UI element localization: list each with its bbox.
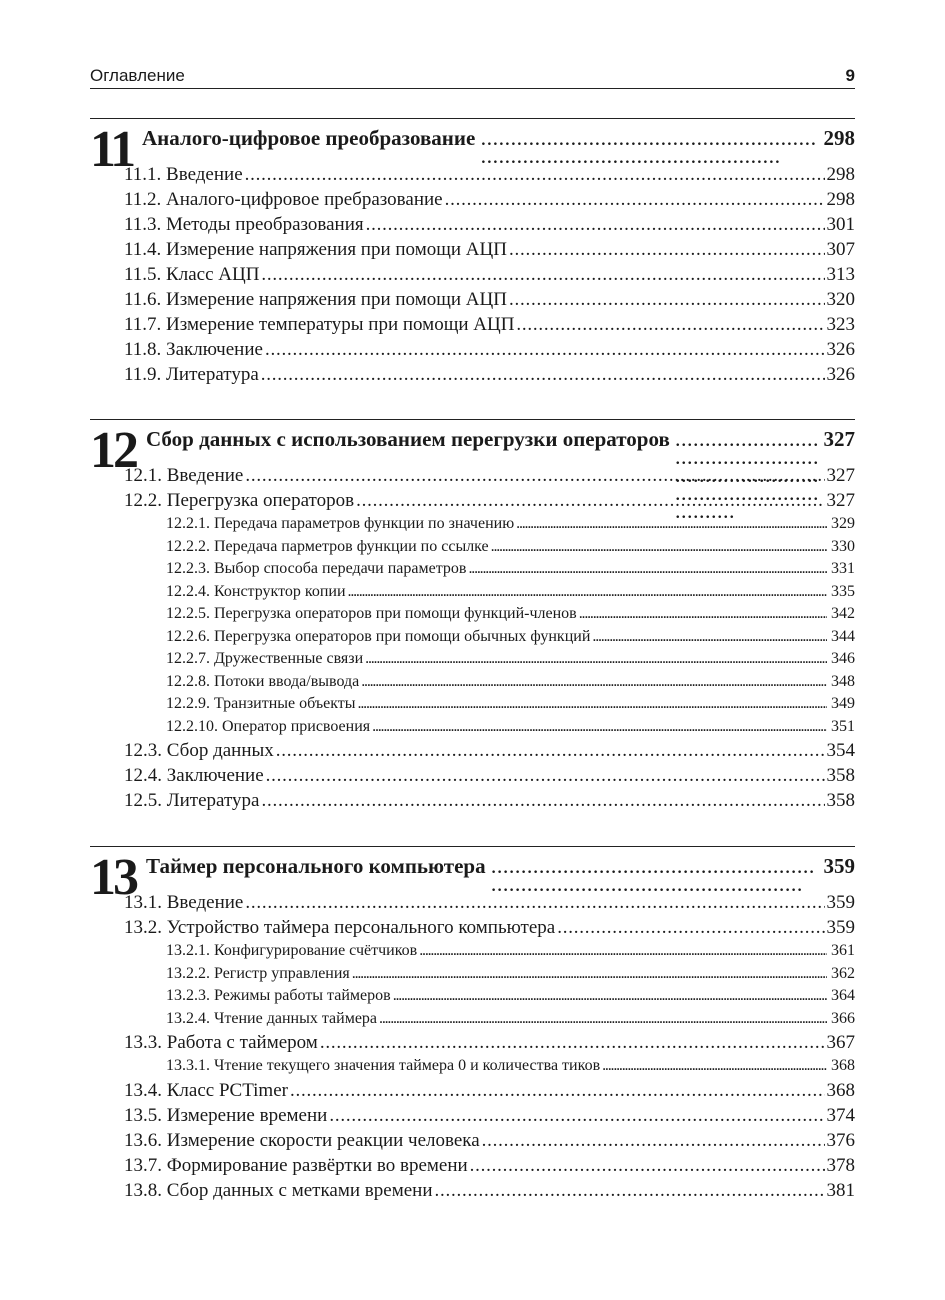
toc-subentry[interactable] [124,695,855,718]
leader-dots [276,740,825,762]
leader-dots [352,965,827,983]
toc-entry-label: 12.2.3. Выбор способа передачи параметров [166,560,467,577]
toc-entry-page: 351 [831,717,855,735]
toc-entry-page: 320 [826,289,855,310]
leader-dots [365,650,827,668]
leader-dots [481,132,817,168]
toc-entry[interactable] [124,189,855,214]
leader-dots [261,790,824,812]
toc-entry-label: 11.6. Измерение напряжения при помощи АЦП [124,289,507,310]
toc-entry[interactable] [124,917,855,942]
toc-subentry[interactable] [124,673,855,696]
toc-entry-page: 366 [831,1009,855,1027]
running-header-title: Оглавление [90,66,185,85]
leader-dots [557,917,824,939]
leader-dots [393,987,827,1005]
toc-entry-label: 11.5. Класс АЦП [124,264,260,285]
toc-entry-label: 13.3. Работа с таймером [124,1032,318,1053]
leader-dots [356,490,824,512]
chapter-heading[interactable] [142,126,855,154]
toc-entry-page: 327 [826,465,855,486]
leader-dots [366,214,825,236]
chapter-title: Таймер персонального компьютера [146,854,486,878]
leader-dots [419,942,827,960]
toc-entry-page: 346 [831,650,855,667]
page-number: 9 [845,66,855,85]
toc-entry-label: 12.2.6. Перегрузка операторов при помощи обычных функций [166,627,591,645]
toc-entry-page: 361 [831,942,855,959]
toc-entry[interactable] [124,490,855,515]
toc-entry-page: 327 [826,490,855,511]
toc-entry-page: 342 [831,605,855,622]
toc-entry-page: 359 [826,892,855,913]
leader-dots [509,239,825,261]
chapter-title: Сбор данных с использованием перегрузки операторов [146,427,670,451]
chapter-title: Аналого-цифровое преобразование [142,126,476,150]
toc-entry-page: 368 [831,1057,855,1074]
leader-dots [265,339,825,361]
leader-dots [516,515,827,533]
toc-entry-page: 298 [826,164,855,185]
toc-entry-page: 348 [831,672,855,690]
toc-entry[interactable] [124,765,855,790]
toc-entry[interactable] [124,364,855,389]
toc-entry[interactable] [124,339,855,364]
toc-entry-page: 358 [826,765,855,786]
toc-entry-page: 326 [826,339,855,360]
toc-entry-label: 13.2.2. Регистр управления [166,964,350,982]
toc-entry-page: 354 [826,740,855,761]
toc-entry-label: 11.4. Измерение напряжения при помощи АЦП [124,239,507,260]
toc-subentry[interactable] [124,628,855,651]
toc-subentry[interactable] [124,650,855,673]
toc-entry-page: 301 [826,214,855,235]
toc-entry-label: 13.5. Измерение времени [124,1104,328,1126]
toc-entry[interactable] [124,239,855,264]
toc-entry[interactable] [124,1155,855,1180]
leader-dots [445,189,825,211]
toc-entry-label: 12.4. Заключение [124,765,264,786]
chapter-heading[interactable] [146,854,855,882]
toc-entry-label: 11.1. Введение [124,164,243,185]
toc-entry[interactable] [124,465,855,490]
leader-dots [266,765,825,787]
leader-dots [245,164,825,186]
toc-subentry[interactable] [124,605,855,628]
toc-entry[interactable] [124,264,855,289]
toc-subentry[interactable] [124,942,855,965]
toc-entry-label: 11.2. Аналого-цифровое пребразование [124,189,443,210]
chapter-divider [90,118,855,119]
toc-entry-page: 376 [826,1129,855,1151]
chapter-page: 359 [823,854,855,878]
toc-entry-label: 12.1. Введение [124,465,244,486]
leader-dots [516,314,824,336]
toc-entry-page: 307 [826,239,855,260]
running-header [90,66,855,89]
toc-entry-label: 12.2.4. Конструктор копии [166,582,346,600]
toc-entry-label: 13.8. Сбор данных с метками времени [124,1179,433,1201]
leader-dots [348,583,827,601]
toc-entry-label: 13.4. Класс PCTimer [124,1079,288,1101]
toc-entry[interactable] [124,214,855,239]
leader-dots [492,860,818,896]
toc-entry-label: 12.2.1. Передача параметров функции по значению [166,515,515,532]
toc-entry[interactable] [124,1130,855,1155]
chapter-page: 327 [823,427,855,451]
toc-entry-page: 329 [831,515,855,532]
toc-entry-label: 12.2.7. Дружественные связи [166,650,364,667]
toc-entry[interactable] [124,892,855,917]
leader-dots [379,1010,827,1028]
toc-subentry[interactable] [124,1057,855,1080]
leader-dots [468,560,827,578]
toc-subentry[interactable] [124,538,855,561]
toc-entry[interactable] [124,289,855,314]
leader-dots [245,465,824,487]
toc-entry[interactable] [124,1032,855,1057]
toc-entry-label: 11.7. Измерение температуры при помощи АЦП [124,314,515,335]
toc-entry-page: 368 [826,1079,855,1101]
chapter-divider [90,846,855,847]
toc-entry-page: 349 [831,695,855,712]
toc-entry-label: 13.2.1. Конфигурирование счётчиков [166,942,418,959]
toc-entries [124,164,855,389]
toc-entry-page: 374 [826,1104,855,1126]
toc-entry-page: 381 [826,1179,855,1201]
toc-subentry[interactable] [124,583,855,606]
leader-dots [320,1032,825,1054]
toc-entry-label: 13.7. Формирование развёртки во времени [124,1154,468,1176]
leader-dots [290,1080,825,1102]
toc-entry[interactable] [124,790,855,815]
toc-entry-page: 326 [826,364,855,385]
toc-subentry[interactable] [124,718,855,741]
toc-entry-page: 323 [826,314,855,335]
leader-dots [470,1155,825,1177]
toc-entry[interactable] [124,740,855,765]
leader-dots [358,695,827,713]
toc-entry-label: 12.3. Сбор данных [124,740,274,761]
leader-dots [579,605,827,623]
toc-entry-label: 12.2.8. Потоки ввода/вывода [166,672,360,690]
toc-subentry[interactable] [124,965,855,988]
toc-entry-page: 358 [826,790,855,811]
toc-entry-label: 13.2. Устройство таймера персонального компьютера [124,917,556,938]
toc-entry[interactable] [124,1105,855,1130]
toc-entry-page: 362 [831,964,855,982]
toc-entry-label: 12.2. Перегрузка операторов [124,490,355,511]
chapter-number: 13 [90,849,136,906]
toc-entry-label: 13.3.1. Чтение текущего значения таймера 0 и количества тиков [166,1057,601,1074]
leader-dots [361,673,827,691]
toc-entry-label: 12.2.2. Передача парметров функции по ссылке [166,537,489,555]
leader-dots [261,264,824,286]
toc-entry-label: 13.1. Введение [124,892,244,913]
leader-dots [245,892,824,914]
chapter-number: 12 [90,422,136,479]
leader-dots [372,718,827,736]
toc-entry-label: 13.6. Измерение скорости реакции человека [124,1129,480,1151]
toc-subentry[interactable] [124,515,855,538]
chapter-divider [90,419,855,420]
toc-entry-label: 13.2.4. Чтение данных таймера [166,1009,378,1027]
toc-entry-label: 12.5. Литература [124,790,260,811]
toc-entry-page: 330 [831,537,855,555]
toc-entry-label: 13.2.3. Режимы работы таймеров [166,987,391,1004]
toc-subentry[interactable] [124,987,855,1010]
toc-entry-page: 359 [826,917,855,938]
chapter-number: 11 [90,121,134,178]
chapter-page: 298 [823,126,855,150]
toc-entry-label: 12.2.5. Перегрузка операторов при помощи функций-членов [166,605,577,622]
toc-entry-page: 364 [831,987,855,1004]
leader-dots [434,1180,824,1202]
toc-entry-label: 11.3. Методы преобразования [124,214,364,235]
toc-entry-page: 344 [831,627,855,645]
toc-entry-page: 298 [826,189,855,210]
toc-entry[interactable] [124,164,855,189]
toc-subentry[interactable] [124,560,855,583]
toc-entry-page: 335 [831,582,855,600]
toc-entry[interactable] [124,314,855,339]
leader-dots [329,1105,824,1127]
leader-dots [509,289,825,311]
toc-entries [124,892,855,1205]
toc-entry-label: 12.2.9. Транзитные объекты [166,695,356,712]
toc-entry-page: 378 [826,1154,855,1176]
toc-subentry[interactable] [124,1010,855,1033]
toc-entry-label: 12.2.10. Оператор присвоения [166,717,371,735]
toc-entries [124,465,855,815]
leader-dots [261,364,825,386]
toc-entry[interactable] [124,1080,855,1105]
leader-dots [482,1130,825,1152]
toc-entry-page: 331 [831,560,855,577]
toc-entry-page: 313 [826,264,855,285]
toc-entry-label: 11.9. Литература [124,364,259,385]
toc-entry-page: 367 [826,1032,855,1053]
leader-dots [491,538,827,556]
toc-entry[interactable] [124,1180,855,1205]
leader-dots [592,628,827,646]
chapter-heading[interactable] [146,427,855,455]
leader-dots [602,1057,827,1075]
toc-entry-label: 11.8. Заключение [124,339,263,360]
